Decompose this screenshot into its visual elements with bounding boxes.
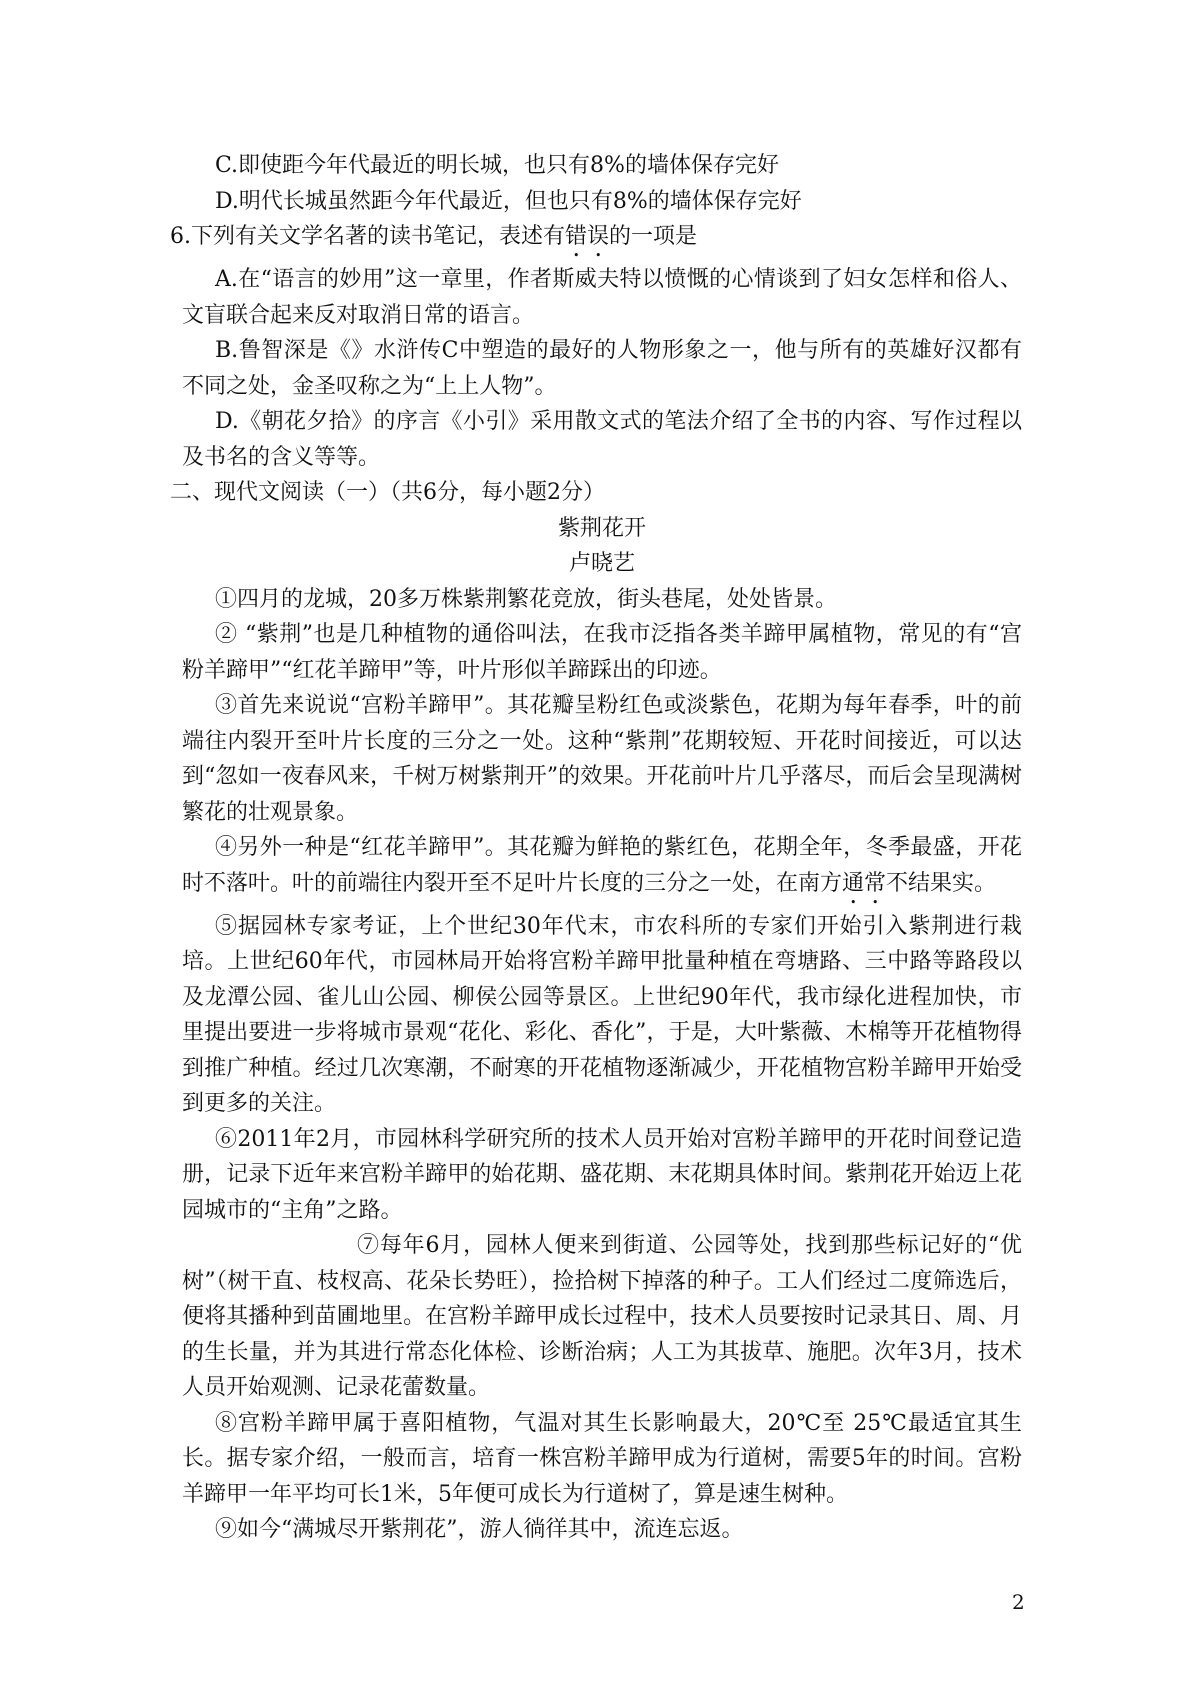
article-title: 紫荆花开 (557, 515, 646, 541)
q5-option-c: C.即使距今年代最近的明长城，也只有8%的墙体保存完好 (215, 153, 779, 178)
paragraph-7: ⑦每年6月，园林人便来到街道、公园等处，找到那些标记好的“优树”（树干直、枝杈高、花朵长势旺），捡拾树下掉落的种子。工人们经过二度筛选后，便将其播种到苗圃地里。在宫粉羊蹄甲成长过程中，技术人员要按时记录其日、周、月的生长量，并为其进行常态化体检、诊断治病；人工为其拔草、施肥。次年3月，技术人员开始观测、记录花蕾数量。 (182, 1233, 1022, 1400)
q6-option-d: D.《朝花夕拾》的序言《小引》采用散文式的笔法介绍了全书的内容、写作过程以及书名的含义等等。 (182, 409, 1022, 470)
article-author: 卢晓艺 (568, 551, 635, 576)
section-heading: 二、现代文阅读（一）（共6分，每小题2分） (170, 480, 605, 505)
q5-option-d: D.明代长城虽然距今年代最近，但也只有8%的墙体保存完好 (215, 188, 802, 214)
paragraph-5: ⑤据园林专家考证，上个世纪30年代末，市农科所的专家们开始引入紫荆进行栽培。上世纪60年代，市园林局开始将宫粉羊蹄甲批量种植在弯塘路、三中路等路段以及龙潭公园、雀儿山公园、柳侯公园等景区。上世纪90年代，我市绿化进程加快，市里提出要进一步将城市景观“花化、彩化、香化”，于是，大叶紫薇、木棉等开花植物得到推广种植。经过几次寒潮，不耐寒的开花植物逐渐减少，开花植物宫粉羊蹄甲开始受到更多的关注。 (182, 913, 1022, 1116)
q6-stem-emphasis: 错误 (565, 224, 610, 249)
paragraph-4-prefix: ④另外一种是“红花羊蹄甲”。其花瓣为鲜艳的紫红色，花期全年，冬季最盛，开花时不落叶。叶的前端往内裂开至不足叶片长度的三分之一处，在南方 (182, 835, 1022, 896)
page-number: 2 (1012, 1590, 1025, 1614)
paragraph-9: ⑨如今“满城尽开紫荆花”，游人徜徉其中，流连忘返。 (215, 1517, 744, 1542)
q6-stem-prefix: 6.下列有关文学名著的读书笔记，表述有 (170, 224, 565, 249)
paragraph-4-suffix: 不结果实。 (886, 870, 997, 896)
paragraph-4 (182, 830, 1022, 909)
paragraph-4-emphasis: 通常 (842, 870, 887, 896)
paragraph-8: ⑧宫粉羊蹄甲属于喜阳植物，气温对其生长影响最大，20℃至 25℃最适宜其生长。据专家介绍，一般而言，培育一株宫粉羊蹄甲成为行道树，需要5年的时间。宫粉羊蹄甲一年平均可长1米，5年便可成长为行道树了，算是速生树种。 (182, 1410, 1022, 1507)
paragraph-1: ①四月的龙城，20多万株紫荆繁花竞放，街头巷尾，处处皆景。 (215, 586, 837, 612)
q6-stem (170, 219, 1022, 262)
paragraph-6: ⑥2011年2月，市园林科学研究所的技术人员开始对宫粉羊蹄甲的开花时间登记造册，记录下近年来宫粉羊蹄甲的始花期、盛花期、末花期具体时间。紫荆花开始迈上花园城市的“主角”之路。 (182, 1126, 1022, 1223)
q6-option-b: B.鲁智深是《》水浒传C中塑造的最好的人物形象之一，他与所有的英雄好汉都有不同之处，金圣叹称之为“上上人物”。 (182, 338, 1022, 399)
paragraph-3: ③首先来说说“宫粉羊蹄甲”。其花瓣呈粉红色或淡紫色，花期为每年春季，叶的前端往内裂开至叶片长度的三分之一处。这种“紫荆”花期较短、开花时间接近，可以达到“忽如一夜春风来，千树万树紫荆开”的效果。开花前叶片几乎落尽，而后会呈现满树繁花的壮观景象。 (182, 693, 1022, 825)
q6-option-a: A.在“语言的妙用”这一章里，作者斯威夫特以愤慨的心情谈到了妇女怎样和俗人、文盲联合起来反对取消日常的语言。 (182, 267, 1022, 328)
q6-stem-suffix: 的一项是 (609, 224, 698, 249)
page-content (170, 148, 1022, 1548)
paragraph-2: ② “紫荆”也是几种植物的通俗叫法，在我市泛指各类羊蹄甲属植物，常见的有“宫粉羊蹄甲”“红花羊蹄甲”等，叶片形似羊蹄踩出的印迹。 (182, 622, 1022, 683)
